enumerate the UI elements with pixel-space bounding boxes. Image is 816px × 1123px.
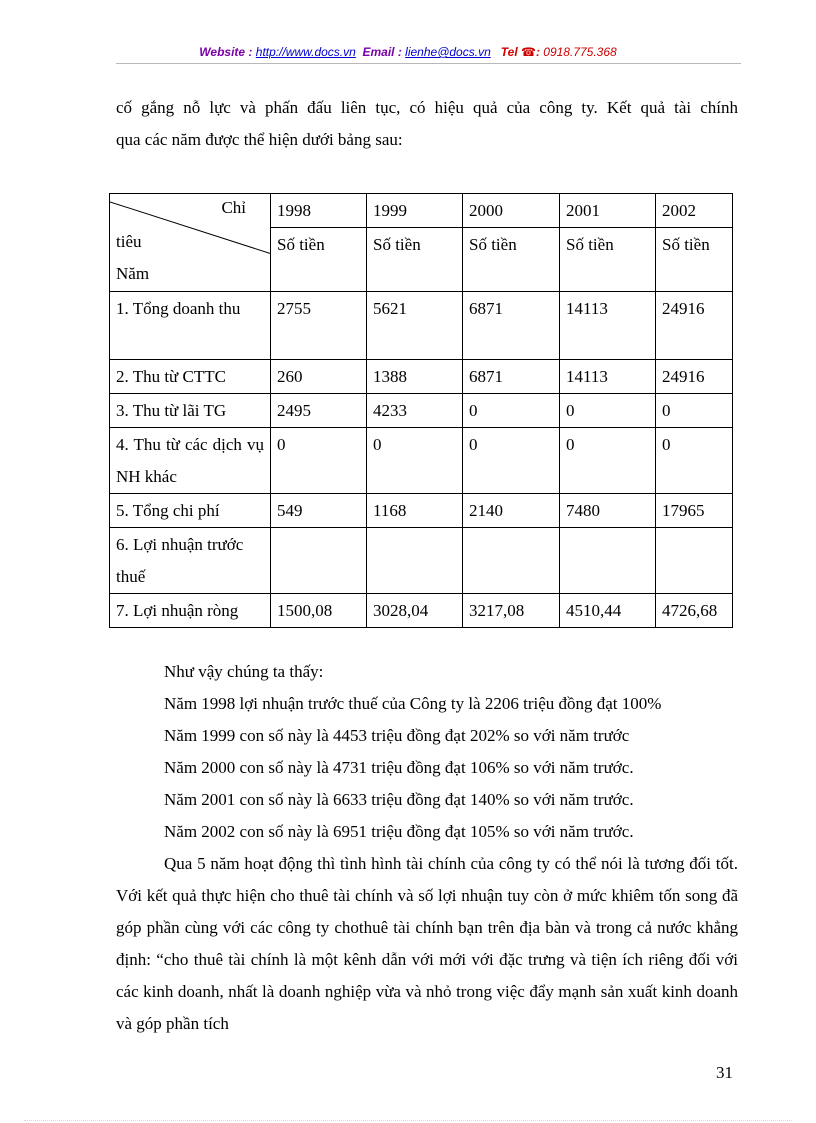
phone-label: Tel ☎: xyxy=(500,45,544,59)
table-cell: 4726,68 xyxy=(656,594,733,628)
email-link[interactable]: lienhe@docs.vn xyxy=(405,45,491,59)
table-cell xyxy=(463,528,560,594)
amount-subheader: Số tiền xyxy=(560,228,656,292)
page-bottom-divider xyxy=(24,1120,792,1121)
table-cell: 6871 xyxy=(463,292,560,360)
table-cell: 1388 xyxy=(367,360,463,394)
financial-results-table xyxy=(109,193,733,628)
table-cell: 7480 xyxy=(560,494,656,528)
table-row xyxy=(110,494,733,528)
amount-subheader: Số tiền xyxy=(367,228,463,292)
amount-subheader: Số tiền xyxy=(656,228,733,292)
website-link[interactable]: http://www.docs.vn xyxy=(255,45,356,59)
table-cell: 0 xyxy=(560,394,656,428)
corner-header-cell xyxy=(110,194,271,292)
year-header: 2000 xyxy=(463,194,560,228)
intro-line-2: qua các năm được thể hiện dưới bảng sau: xyxy=(116,130,403,149)
analysis-line: Năm 2000 con số này là 4731 triệu đồng đạt 106% so với năm trước. xyxy=(164,758,634,777)
table-cell: 549 xyxy=(271,494,367,528)
table-cell: 0 xyxy=(367,428,463,494)
table-row xyxy=(110,428,733,494)
row-label: 5. Tổng chi phí xyxy=(110,494,271,528)
table-cell: 3028,04 xyxy=(367,594,463,628)
row-label: 3. Thu từ lãi TG xyxy=(110,394,271,428)
intro-line-1: cố gắng nỗ lực và phấn đấu liên tục, có hiệu quả của công ty. Kết quả tài chính xyxy=(116,98,738,117)
table-row xyxy=(110,292,733,360)
phone-number: 0918.775.368 xyxy=(543,45,617,59)
table-cell: 17965 xyxy=(656,494,733,528)
table-row xyxy=(110,594,733,628)
table-cell: 5621 xyxy=(367,292,463,360)
table-cell: 0 xyxy=(656,428,733,494)
table-cell: 3217,08 xyxy=(463,594,560,628)
table-cell: 14113 xyxy=(560,292,656,360)
table-cell: 0 xyxy=(656,394,733,428)
page-number: 31 xyxy=(716,1063,733,1082)
corner-label-indicator-cont: tiêu xyxy=(116,232,142,251)
table-cell xyxy=(656,528,733,594)
table-cell: 1500,08 xyxy=(271,594,367,628)
table-cell: 0 xyxy=(463,394,560,428)
table-cell: 0 xyxy=(271,428,367,494)
analysis-section xyxy=(164,656,661,848)
table-cell xyxy=(367,528,463,594)
table-cell: 4233 xyxy=(367,394,463,428)
table-cell: 6871 xyxy=(463,360,560,394)
corner-label-indicator: Chỉ xyxy=(221,198,246,217)
table-header-row xyxy=(110,194,733,228)
table-cell xyxy=(271,528,367,594)
email-label: Email : xyxy=(362,45,406,59)
corner-label-year: Năm xyxy=(116,264,150,283)
analysis-heading: Như vậy chúng ta thấy: xyxy=(164,662,324,681)
table-cell: 0 xyxy=(463,428,560,494)
year-header: 2002 xyxy=(656,194,733,228)
intro-paragraph xyxy=(116,92,738,156)
table-cell: 2755 xyxy=(271,292,367,360)
row-label: 1. Tổng doanh thu xyxy=(110,292,271,360)
table-cell: 260 xyxy=(271,360,367,394)
table-cell: 24916 xyxy=(656,360,733,394)
row-label: 7. Lợi nhuận ròng xyxy=(110,594,271,628)
year-header: 1998 xyxy=(271,194,367,228)
year-header: 1999 xyxy=(367,194,463,228)
table-cell: 24916 xyxy=(656,292,733,360)
table-cell xyxy=(560,528,656,594)
conclusion-paragraph: Qua 5 năm hoạt động thì tình hình tài chính của công ty có thể nói là tương đối tốt. Với kết quả thực hiện cho thuê tài chính và số lợi nhuận tuy còn ở mức khiêm tốn song đã góp phần cùng với các công ty chothuê tài chính bạn trên địa bàn và trong cả nước khẳng định: “cho thuê tài chính là một kênh dẫn với mới với đặc trưng và tiện ích riêng đối với các kinh doanh, nhất là doanh nghiệp vừa và nhỏ trong việc đẩy mạnh sản xuất kinh doanh và góp phần tích xyxy=(116,854,738,1033)
table-cell: 0 xyxy=(560,428,656,494)
year-header: 2001 xyxy=(560,194,656,228)
analysis-line: Năm 1999 con số này là 4453 triệu đồng đạt 202% so với năm trước xyxy=(164,726,630,745)
amount-subheader: Số tiền xyxy=(271,228,367,292)
table-cell: 2495 xyxy=(271,394,367,428)
table-cell: 4510,44 xyxy=(560,594,656,628)
table-row xyxy=(110,360,733,394)
amount-subheader: Số tiền xyxy=(463,228,560,292)
header-divider xyxy=(116,63,741,64)
table-row xyxy=(110,394,733,428)
analysis-line: Năm 2001 con số này là 6633 triệu đồng đạt 140% so với năm trước. xyxy=(164,790,634,809)
table-cell: 2140 xyxy=(463,494,560,528)
page-header xyxy=(0,45,816,59)
table-cell: 1168 xyxy=(367,494,463,528)
table-cell: 14113 xyxy=(560,360,656,394)
row-label: 2. Thu từ CTTC xyxy=(110,360,271,394)
analysis-line: Năm 2002 con số này là 6951 triệu đồng đạt 105% so với năm trước. xyxy=(164,822,634,841)
table-row xyxy=(110,528,733,594)
row-label: 4. Thu từ các dịch vụ NH khác xyxy=(110,428,271,494)
analysis-line: Năm 1998 lợi nhuận trước thuế của Công ty là 2206 triệu đồng đạt 100% xyxy=(164,694,662,713)
row-label: 6. Lợi nhuận trước thuế xyxy=(110,528,271,594)
website-label: Website : xyxy=(199,45,256,59)
